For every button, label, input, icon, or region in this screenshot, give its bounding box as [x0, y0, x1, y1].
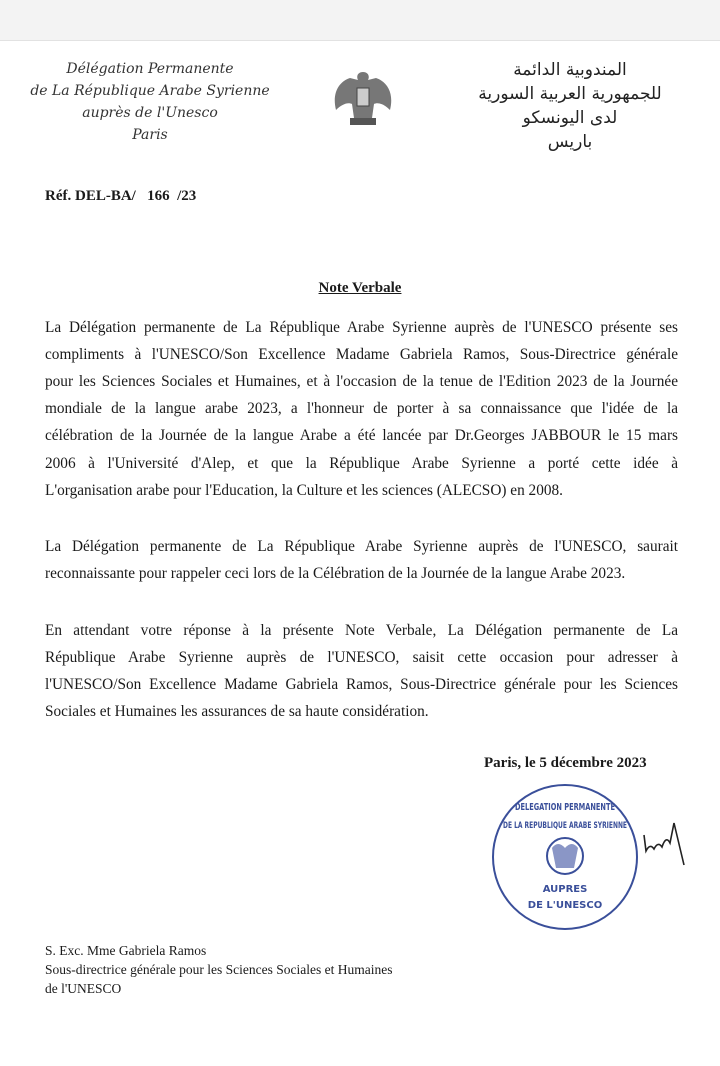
date-line: Paris, le 5 décembre 2023 [484, 755, 647, 771]
stamp-bottom-text: AUPRES [542, 884, 588, 895]
paragraph-line: En attendant votre réponse à la présente Note Verbale, La Délégation permanente de La [45, 622, 678, 639]
letterhead-line: المندوبية الدائمة [513, 60, 627, 80]
letterhead-line: de La République Arabe Syrienne [30, 83, 270, 99]
paragraph-line: L'organisation arabe pour l'Education, la Culture et les sciences (ALECSO) en 2008. [45, 482, 563, 499]
letterhead-line: باريس [547, 132, 593, 152]
stamp-bottom-text: DE L'UNESCO [527, 900, 603, 911]
letterhead-line: Délégation Permanente [66, 61, 234, 77]
reference-number: Réf. DEL-BA/ 166 /23 [45, 188, 197, 204]
letterhead-line: للجمهورية العربية السورية [478, 84, 662, 104]
paragraph-line: République Arabe Syrienne auprès de l'UNESCO, saisit cette occasion pour adresser à [45, 649, 678, 666]
paragraph-line: pour les Sciences Sociales et Humaines, et à l'occasion de la tenue de l'Edition 2023 de la Journée [45, 373, 678, 390]
paragraph-line: Sociales et Humaines les assurances de sa haute considération. [45, 703, 429, 720]
document-title: Note Verbale [318, 280, 402, 296]
stamp-outer-text: DELEGATION PERMANENTE [515, 802, 616, 813]
viewer-top-bar [0, 0, 720, 41]
letterhead-arabic [460, 58, 680, 154]
syrian-eagle-emblem-icon [328, 68, 398, 130]
letterhead-line: auprès de l'Unesco [82, 105, 218, 121]
stamp-emblem-icon [552, 844, 578, 868]
paragraph-line: reconnaissante pour rappeler ceci lors de la Célébration de la Journée de la langue Arabe 2023. [45, 565, 626, 582]
addressee-org: de l'UNESCO [45, 981, 122, 996]
paragraph-line: l'UNESCO/Son Excellence Madame Gabriela Ramos, Sous-Directrice générale pour les Sciences [45, 676, 678, 693]
letterhead-french [0, 58, 300, 146]
letterhead-line: لدى اليونسكو [522, 108, 618, 128]
paragraph-line: La Délégation permanente de La République Arabe Syrienne auprès de l'UNESCO, saurait [45, 538, 678, 555]
addressee-title: Sous-directrice générale pour les Sciences Sociales et Humaines [45, 962, 393, 977]
addressee-name: S. Exc. Mme Gabriela Ramos [45, 943, 207, 958]
signature [640, 815, 696, 875]
paragraph-line: 2006 à l'Université d'Alep, et que la République Arabe Syrienne a porté cette idée à [45, 455, 678, 472]
letterhead-line: Paris [132, 127, 168, 143]
paragraph-line: La Délégation permanente de La République Arabe Syrienne auprès de l'UNESCO présente ses [45, 319, 678, 336]
stamp-inner-text: DE LA REPUBLIQUE ARABE SYRIENNE [503, 821, 627, 831]
official-stamp [490, 782, 640, 932]
paragraph-line: compliments à l'UNESCO/Son Excellence Madame Gabriela Ramos, Sous-Directrice générale [45, 346, 678, 363]
paragraph-line: célébration de la Journée de la langue Arabe a été lancée par Dr.Georges JABBOUR le 15 mars [45, 427, 678, 444]
paragraph-line: mondiale de la langue arabe 2023, a l'honneur de porter à sa connaissance que l'idée de la [45, 400, 678, 417]
